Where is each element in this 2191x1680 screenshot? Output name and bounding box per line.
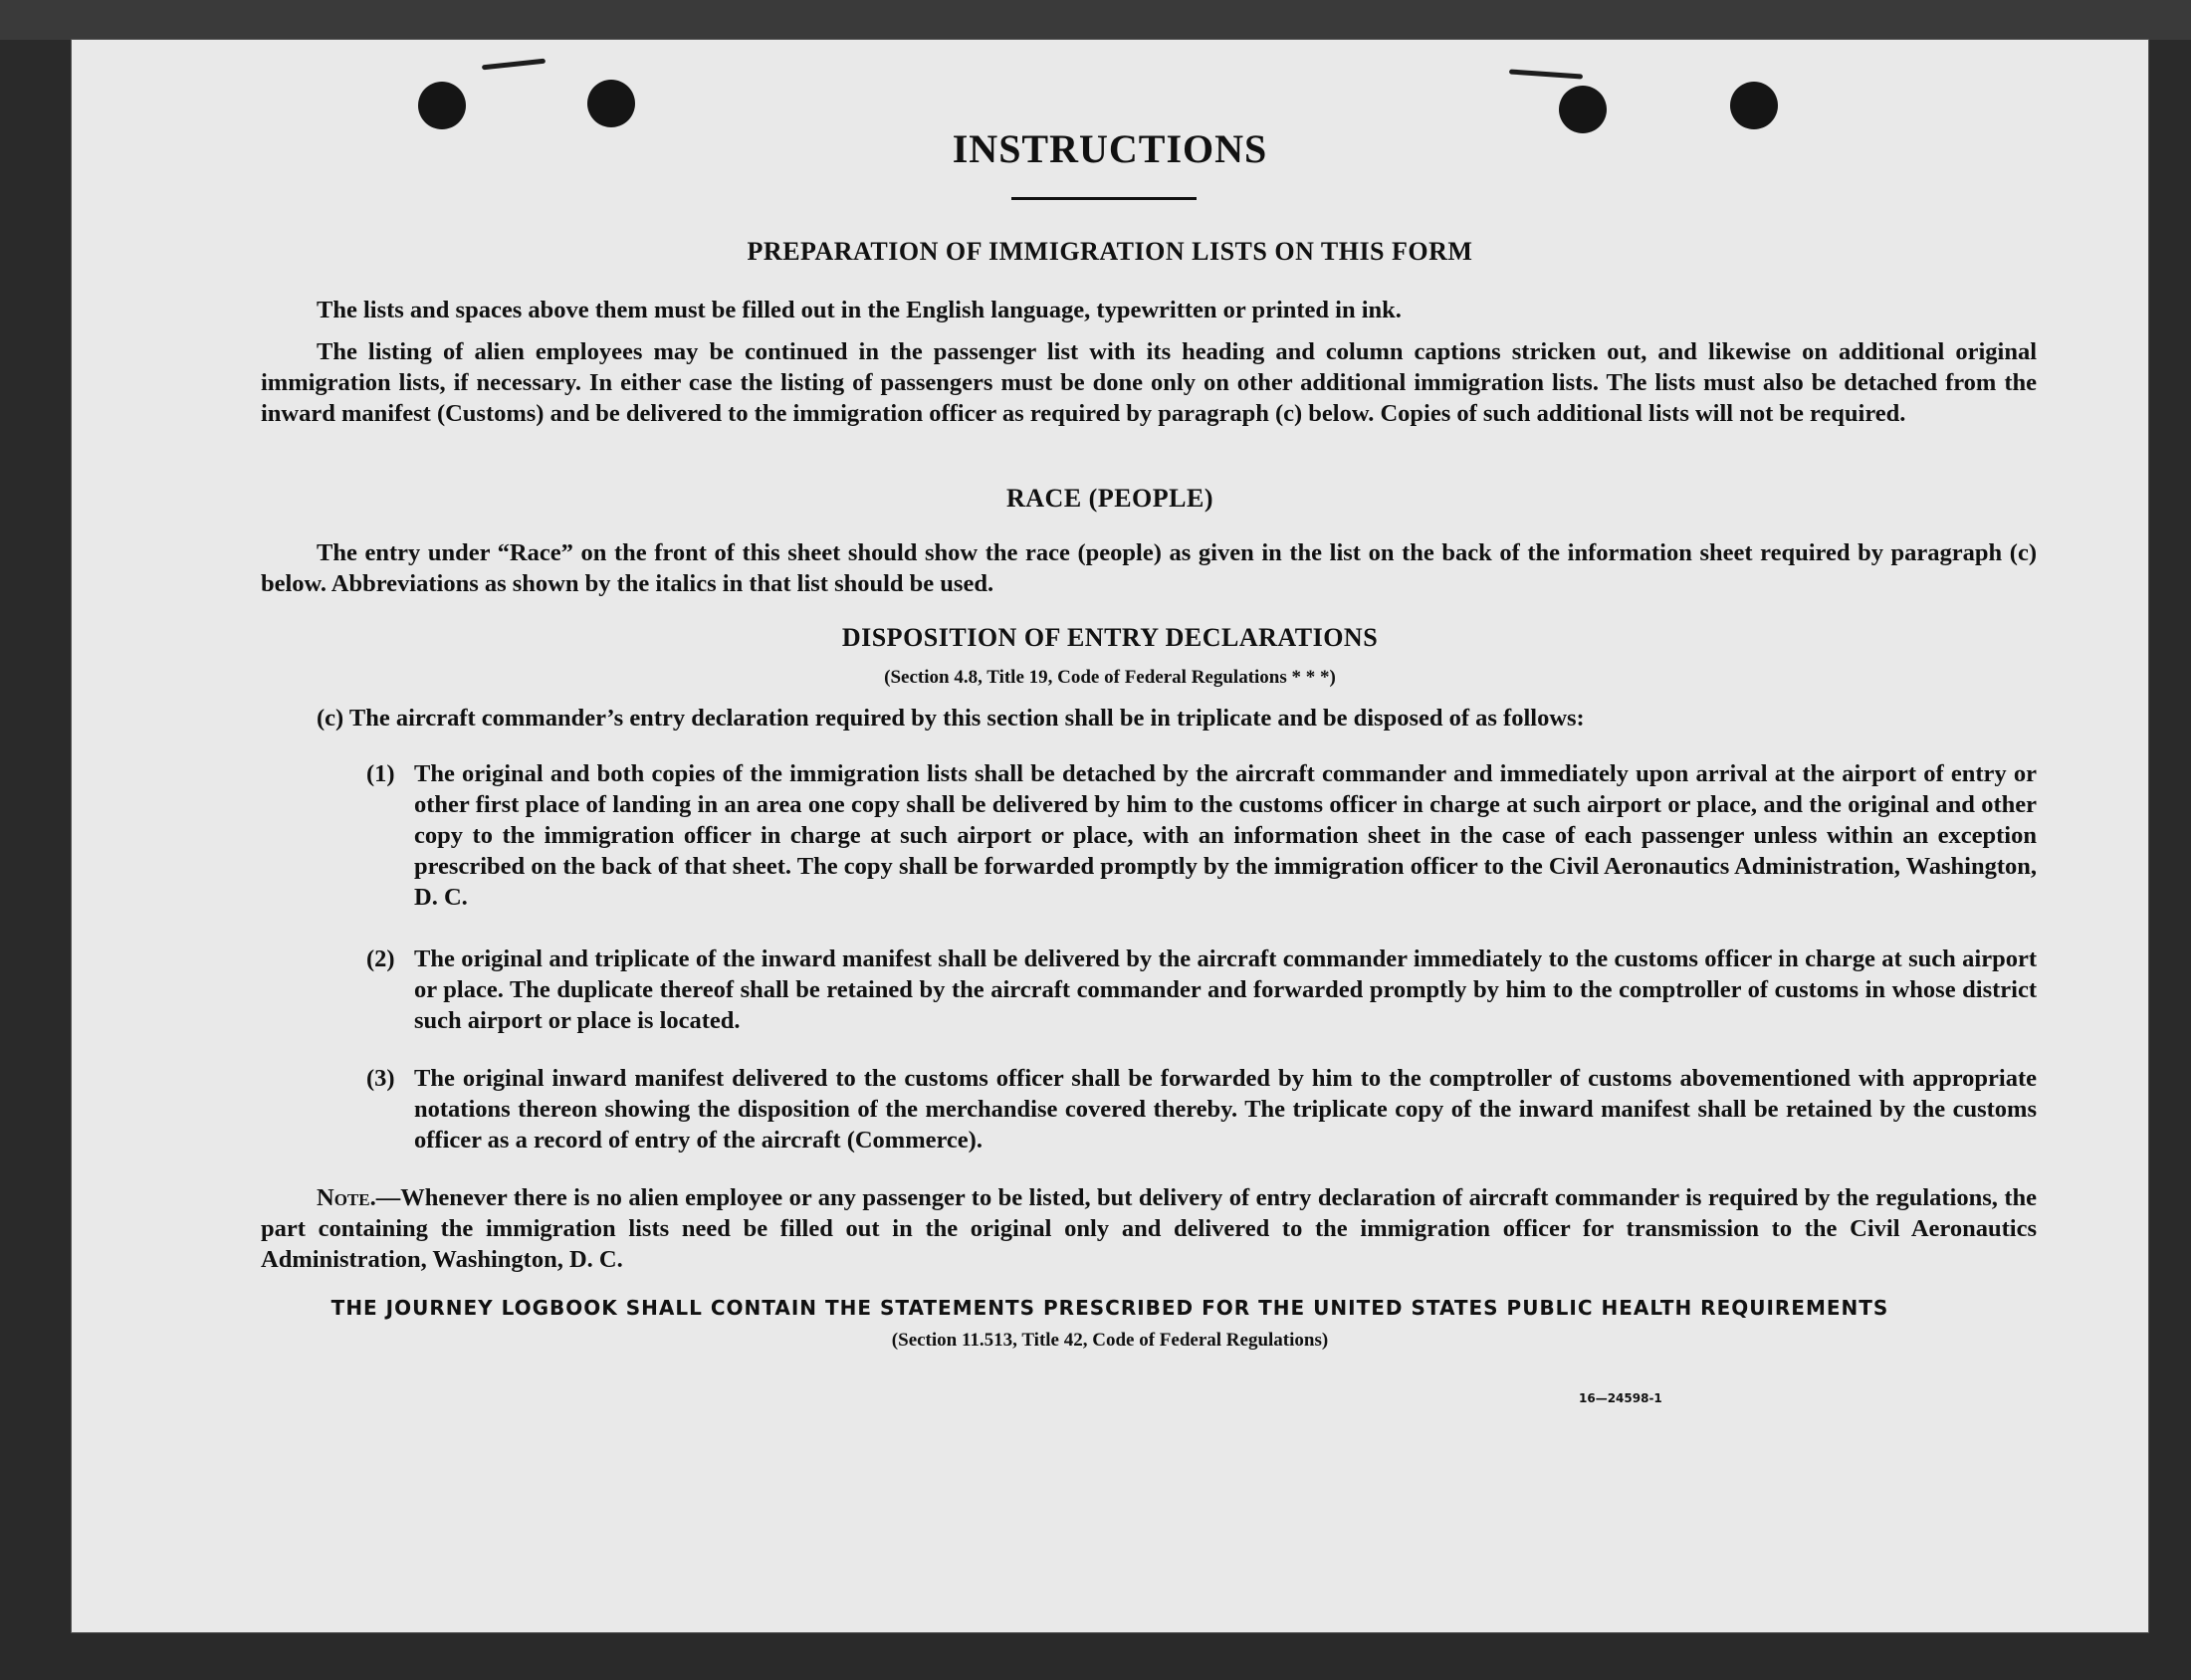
preparation-paragraph-1: The lists and spaces above them must be filled out in the English language, typewritten or printed in ink. <box>317 297 1402 323</box>
form-number: 16—24598-1 <box>1579 1391 1662 1405</box>
race-paragraph: The entry under “Race” on the front of this sheet should show the race (people) as given in the list on the back of the information sheet required by paragraph (c) below. Abbreviations as shown by the italics in that list should be used. <box>261 539 2037 597</box>
heading-disposition: DISPOSITION OF ENTRY DECLARATIONS <box>841 623 1379 652</box>
item-number-1: (1) <box>366 760 395 787</box>
scan-border <box>0 0 2191 40</box>
preparation-paragraph-2: The listing of alien employees may be continued in the passenger list with its heading and column captions stricken out, and likewise on additional original immigration lists, if necessary. In either case the listing of passengers must be done only on other additional immigration lists. The lists must also be detached from the inward manifest (Customs) and be delivered to the immigration officer as required by paragraph (c) below. Copies of such additional lists will not be required. <box>261 338 2037 427</box>
heading-preparation: PREPARATION OF IMMIGRATION LISTS ON THIS FORM <box>747 237 1473 266</box>
item-text-2: The original and triplicate of the inward manifest shall be delivered by the aircraft commander immediately to the customs officer in charge at such airport or place. The duplicate thereof shall be retained by the aircraft commander and forwarded promptly by him to the comptroller of customs in whose district such airport or place is located. <box>414 945 2037 1034</box>
punch-hole-2 <box>587 80 635 127</box>
punch-hole-4 <box>1730 82 1778 129</box>
item-text-3: The original inward manifest delivered to the customs officer shall be forwarded by him to the comptroller of customs abovementioned with appropriate notations thereon showing the disposition of the merchandise covered thereby. The triplicate copy of the inward manifest shall be retained by the customs officer as a record of entry of the aircraft (Commerce). <box>414 1065 2037 1154</box>
heading-race: RACE (PEOPLE) <box>1006 484 1213 513</box>
tape-mark-right <box>1509 69 1583 79</box>
document-page <box>72 40 2148 1632</box>
tape-mark-left <box>482 59 546 71</box>
item-number-2: (2) <box>366 945 395 972</box>
disposition-intro: (c) The aircraft commander’s entry declaration required by this section shall be in triplicate and be disposed of as follows: <box>317 705 1585 732</box>
logbook-statement: THE JOURNEY LOGBOOK SHALL CONTAIN THE STATEMENTS PRESCRIBED FOR THE UNITED STATES PUBLIC HEALTH REQUIREMENTS <box>330 1296 1889 1320</box>
page-title: INSTRUCTIONS <box>952 126 1268 171</box>
logbook-citation: (Section 11.513, Title 42, Code of Federal Regulations) <box>891 1330 1329 1351</box>
note-paragraph <box>261 1182 2037 1275</box>
item-text-1-body: The original and both copies of the immigration lists shall be detached by the aircraft commander and immediately upon arrival at the airport of entry or other first place of landing in an area one copy shall be delivered by him to the customs officer in charge at such airport or place, and the original and other copy to the immigration officer in charge at such airport or place, with an information sheet in the case of each passenger unless within an exception prescribed on the back of that sheet. The copy shall be forwarded promptly by the immigration officer to the Civil Aeronautics Administration, Washington, D. C. <box>414 760 2037 911</box>
punch-hole-1 <box>418 82 466 129</box>
title-underline <box>1011 197 1197 200</box>
note-label: Note. <box>317 1184 376 1211</box>
disposition-citation: (Section 4.8, Title 19, Code of Federal Regulations * * *) <box>884 667 1336 688</box>
item-number-3: (3) <box>366 1065 395 1092</box>
note-text: —Whenever there is no alien employee or any passenger to be listed, but delivery of entry declaration of aircraft commander is required by the regulations, the part containing the immigration lists need be filled out in the original only and delivered to the immigration officer for transmission to the Civil Aeronautics Administration, Washington, D. C. <box>261 1184 2037 1273</box>
item-text-1 <box>414 758 2037 913</box>
